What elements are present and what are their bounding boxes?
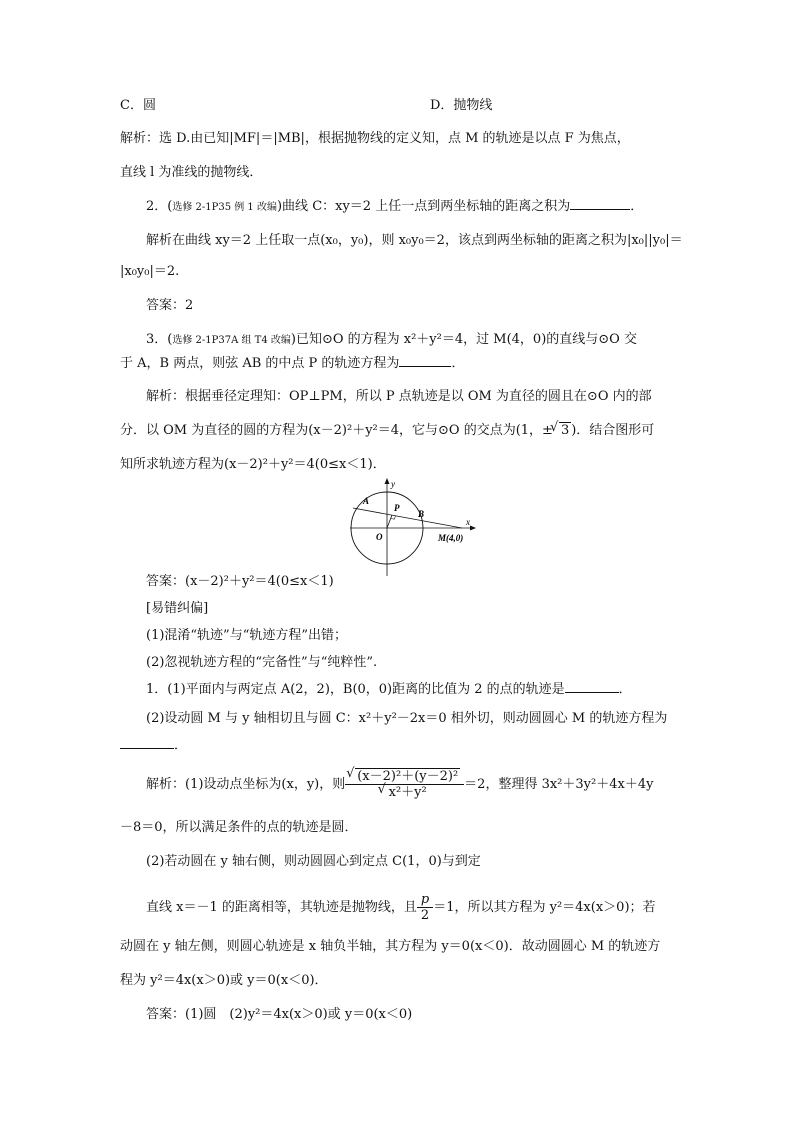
solution-ex-1 — [146, 770, 653, 799]
option-d: D．抛物线 — [430, 98, 493, 113]
solution-2-line-2: |x₀y₀|＝2. — [120, 264, 180, 279]
solution-3-line-2 — [120, 421, 654, 441]
question-3-line-1 — [146, 330, 637, 351]
q3-prefix: 3．( — [146, 332, 173, 347]
sqrt-denominator: √ x²＋y² — [381, 786, 429, 799]
label-b: B — [418, 509, 425, 519]
solution-3-line-1: 解析：根据垂径定理知：OP⊥PM，所以 P 点轨迹是以 OM 为直径的圆且在⊙O 内的部 — [146, 389, 652, 404]
q2-text: )曲线 C：xy＝2 上任一点到两坐标轴的距离之积为 — [276, 199, 571, 214]
answer-3: 答案：(x－2)²＋y²＝4(0≤x＜1) — [146, 574, 334, 589]
answer-blank — [399, 354, 451, 367]
sol-ex1-text: 解析：(1)设动点坐标为(x，y)，则 — [146, 777, 346, 792]
q3-source-tag: 选修 2-1P37A 组 T4 改编 — [172, 335, 291, 346]
solution-1-line-2: 直线 l 为准线的抛物线． — [120, 165, 263, 180]
q3-end: ． — [451, 356, 465, 371]
sqrt-numerator: √ (x－2)²＋(y－2)² — [349, 770, 460, 783]
label-m: M(4,0) — [438, 533, 464, 543]
q3-text: )已知⊙O 的方程为 x²＋y²＝4，过 M(4，0)的直线与⊙O 交 — [290, 332, 637, 347]
sqrt-radicand: 3 — [560, 423, 570, 438]
sol-ex2-text: 直线 x＝－1 的距离相等，其轨迹是抛物线，且 — [146, 900, 417, 915]
answer-2: 答案：2 — [146, 298, 194, 313]
y-axis-arrow — [385, 478, 390, 484]
sol3-text-end: )．结合图形可 — [571, 423, 655, 438]
sol3-text: 分．以 OM 为直径的圆的方程为(x－2)²＋y²＝4，它与⊙O 的交点为(1，± — [120, 423, 553, 438]
circle-diagram — [350, 478, 480, 576]
label-p: P — [394, 503, 400, 513]
sqrt-3 — [553, 421, 571, 441]
solution-ex-2-line-1: (2)若动圆在 y 轴右侧，则动圆圆心到定点 C(1，0)与到定 — [146, 854, 481, 869]
solution-2-line-1: 解析在曲线 xy＝2 上任取一点(x₀，y₀)，则 x₀y₀＝2，该点到两坐标轴的距离之积为|x₀||y₀|＝ — [146, 233, 683, 248]
solution-ex-2-line-4: 程为 y²＝4x(x＞0)或 y＝0(x＜0)． — [120, 973, 328, 988]
answer-blank — [120, 736, 174, 749]
q3-text-2: 于 A，B 两点，则弦 AB 的中点 P 的轨迹方程为 — [120, 356, 400, 371]
exercise-1-part-2: (2)设动圆 M 与 y 轴相切且与圆 C：x²＋y²－2x＝0 相外切，则动圆圆心 M 的轨迹方程为 — [146, 711, 668, 726]
question-3-line-2 — [120, 354, 464, 374]
x-axis-arrow — [470, 526, 476, 531]
distance-ratio-fraction — [345, 770, 464, 799]
label-o: O — [376, 532, 383, 542]
solution-ex-1-line-2: －8＝0，所以满足条件的点的轨迹是圆． — [120, 820, 358, 835]
segment-op — [387, 515, 392, 528]
option-c: C．圆 — [120, 98, 156, 113]
solution-ex-2-line-2 — [146, 893, 656, 922]
p-over-2-fraction: $\frac{p}{2}$ — [417, 893, 433, 922]
chord-line-am — [353, 508, 462, 528]
mistake-1: (1)混淆“轨迹”与“轨迹方程”出错； — [146, 628, 347, 643]
exercise-1-part-2-blank-line — [120, 736, 187, 756]
ex1-text: 1．(1)平面内与两定点 A(2，2)，B(0，0)距离的比值为 2 的点的轨迹是 — [146, 682, 565, 697]
q2-prefix: 2．( — [146, 199, 173, 214]
sol-ex2-text-end: ＝1，所以其方程为 y²＝4x(x＞0)；若 — [433, 900, 656, 915]
label-x: x — [466, 517, 470, 527]
solution-ex-2-line-3: 动圆在 y 轴左侧，则圆心轨迹是 x 轴负半轴，其方程为 y＝0(x＜0)．故动圆圆心 M 的轨迹方 — [120, 939, 661, 954]
answer-blank — [570, 197, 630, 210]
sol-ex1-text-end: ＝2，整理得 3x²＋3y²＋4x＋4y — [464, 777, 654, 792]
question-2 — [146, 197, 643, 218]
ex1-end: ． — [618, 682, 632, 697]
solution-3-line-3: 知所求轨迹方程为(x－2)²＋y²＝4(0≤x＜1)． — [120, 457, 386, 472]
q2-source-tag: 选修 2-1P35 例 1 改编 — [172, 202, 277, 213]
ex1-2-end: ． — [174, 738, 188, 753]
mistake-2: (2)忽视轨迹方程的“完备性”与“纯粹性”. — [146, 655, 378, 670]
answer-blank — [565, 680, 619, 693]
solution-1-line-1: 解析：选 D.由已知|MF|＝|MB|，根据抛物线的定义知，点 M 的轨迹是以点 F 为焦点， — [120, 131, 630, 146]
section-heading-common-mistakes: [易错纠偏] — [146, 601, 209, 616]
label-a: A — [363, 496, 370, 506]
label-y: y — [391, 479, 395, 489]
answer-ex-1: 答案：(1)圆 (2)y²＝4x(x＞0)或 y＝0(x＜0) — [146, 1007, 413, 1022]
exercise-1-part-1 — [146, 680, 632, 700]
q2-end: ． — [630, 199, 644, 214]
